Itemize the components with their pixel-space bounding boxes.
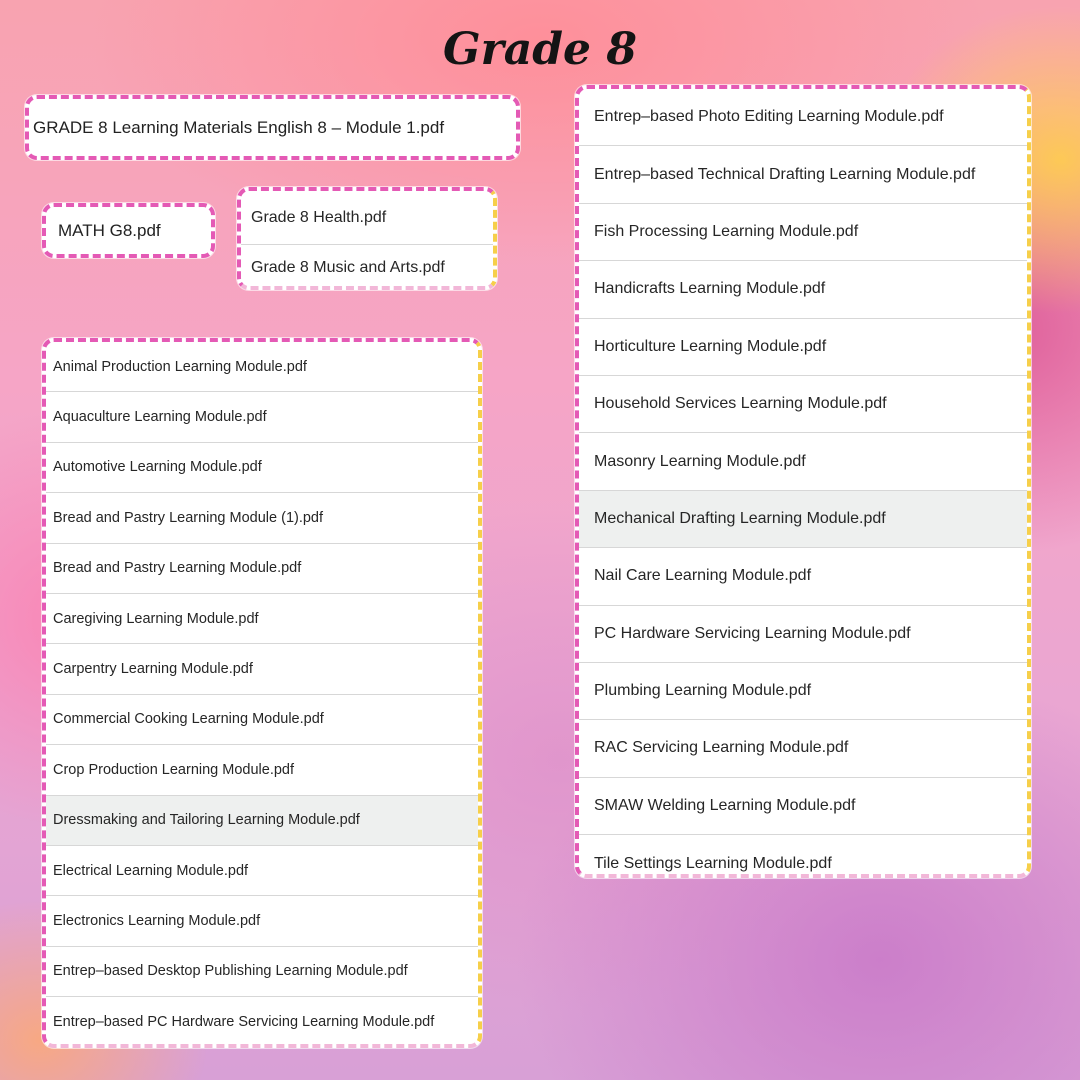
file-row[interactable]: Entrep–based Photo Editing Learning Module.pdf	[579, 89, 1027, 146]
health-music-card	[237, 187, 497, 290]
file-row[interactable]: Aquaculture Learning Module.pdf	[46, 392, 478, 442]
file-row[interactable]: Commercial Cooking Learning Module.pdf	[46, 695, 478, 745]
file-row[interactable]: Bread and Pastry Learning Module (1).pdf	[46, 493, 478, 543]
file-row[interactable]: RAC Servicing Learning Module.pdf	[579, 720, 1027, 777]
file-row[interactable]: Carpentry Learning Module.pdf	[46, 644, 478, 694]
file-row[interactable]: Electrical Learning Module.pdf	[46, 846, 478, 896]
math-module-card[interactable]	[42, 203, 215, 258]
file-row[interactable]: Dressmaking and Tailoring Learning Module.pdf	[46, 796, 478, 846]
file-row[interactable]: Animal Production Learning Module.pdf	[46, 342, 478, 392]
file-row[interactable]: Fish Processing Learning Module.pdf	[579, 204, 1027, 261]
file-row[interactable]: PC Hardware Servicing Learning Module.pdf	[579, 606, 1027, 663]
file-row[interactable]: Electronics Learning Module.pdf	[46, 896, 478, 946]
file-row[interactable]: Household Services Learning Module.pdf	[579, 376, 1027, 433]
file-link-math[interactable]: MATH G8.pdf	[58, 220, 161, 240]
file-row[interactable]: Masonry Learning Module.pdf	[579, 433, 1027, 490]
file-row[interactable]: Mechanical Drafting Learning Module.pdf	[579, 491, 1027, 548]
tle-modules-list-left	[42, 338, 482, 1048]
file-list-left	[46, 342, 478, 1047]
file-row[interactable]: Entrep–based Desktop Publishing Learning Module.pdf	[46, 947, 478, 997]
file-row[interactable]: Crop Production Learning Module.pdf	[46, 745, 478, 795]
file-row[interactable]: Automotive Learning Module.pdf	[46, 443, 478, 493]
file-row[interactable]: Plumbing Learning Module.pdf	[579, 663, 1027, 720]
file-row[interactable]: Caregiving Learning Module.pdf	[46, 594, 478, 644]
file-link-music-arts[interactable]: Grade 8 Music and Arts.pdf	[251, 258, 445, 276]
file-row[interactable]: Handicrafts Learning Module.pdf	[579, 261, 1027, 318]
file-row[interactable]: Bread and Pastry Learning Module.pdf	[46, 544, 478, 594]
file-row[interactable]: Entrep–based Technical Drafting Learning Module.pdf	[579, 146, 1027, 203]
file-row[interactable]: SMAW Welding Learning Module.pdf	[579, 778, 1027, 835]
page-title: Grade 8	[443, 24, 637, 75]
file-link-health[interactable]: Grade 8 Health.pdf	[241, 191, 493, 245]
file-link-english-module[interactable]: GRADE 8 Learning Materials English 8 – Module 1.pdf	[33, 117, 445, 137]
file-row[interactable]: Entrep–based PC Hardware Servicing Learning Module.pdf	[53, 1014, 435, 1031]
file-row[interactable]: Tile Settings Learning Module.pdf	[594, 854, 832, 872]
file-row[interactable]: Horticulture Learning Module.pdf	[579, 319, 1027, 376]
file-list-right	[579, 89, 1027, 878]
health-music-list	[241, 191, 493, 290]
tle-modules-list-right	[575, 85, 1031, 878]
english-module-card[interactable]	[25, 95, 520, 160]
file-row[interactable]: Nail Care Learning Module.pdf	[579, 548, 1027, 605]
